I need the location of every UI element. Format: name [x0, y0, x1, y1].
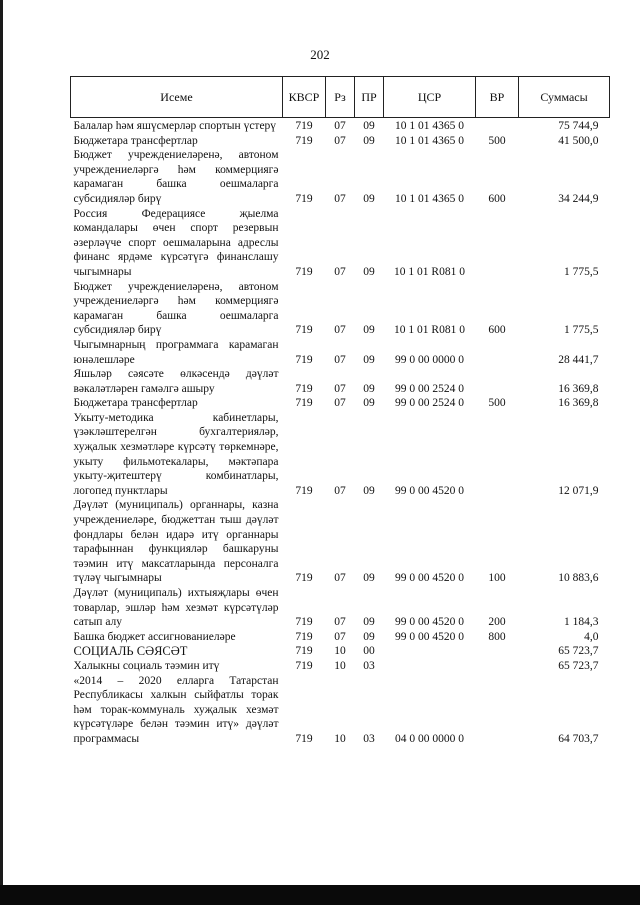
cell-pr: 03	[363, 732, 375, 745]
cell-sum: 1 775,5	[564, 324, 599, 337]
cell-rz: 10	[334, 732, 346, 745]
table-row	[71, 659, 610, 674]
cell-name: Бюджетара трансфертлар	[73, 397, 198, 410]
cell-name: Яшьләр сәясәте өлкәсендә дәүләт вәкаләтләрен гамәлгә ашыру	[73, 368, 279, 395]
cell-csr: 99 0 00 0000 0	[395, 353, 464, 366]
table-row	[71, 207, 610, 280]
cell-name: Бюджетара трансфертлар	[73, 134, 198, 147]
cell-sum: 65 723,7	[558, 645, 599, 658]
cell-vr: 800	[488, 630, 506, 643]
table-row	[71, 396, 610, 411]
table-row	[71, 498, 610, 586]
cell-pr: 09	[363, 616, 375, 629]
table-row	[71, 630, 610, 645]
cell-vr: 500	[488, 134, 506, 147]
cell-csr: 99 0 00 4520 0	[395, 616, 464, 629]
cell-sum: 10 883,6	[558, 572, 599, 585]
cell-pr: 09	[363, 134, 375, 147]
cell-sum: 34 244,9	[558, 192, 599, 205]
cell-name: «2014 – 2020 елларга Татарстан Республикасы халкын сыйфатлы торак һәм торак-коммуналь хуҗалык хезмәт күрсәтүләре белән тәэмин итү» дәүләт программасы	[73, 674, 279, 745]
cell-vr	[476, 644, 519, 659]
table-row	[71, 411, 610, 499]
cell-sum: 4,0	[584, 630, 599, 643]
table-row	[71, 586, 610, 630]
cell-sum: 64 703,7	[558, 732, 599, 745]
cell-csr: 99 0 00 4520 0	[395, 484, 464, 497]
cell-pr: 09	[363, 120, 375, 132]
cell-rz: 07	[334, 630, 346, 643]
cell-csr: 99 0 00 2524 0	[395, 382, 464, 395]
cell-csr: 10 1 01 4365 0	[395, 120, 464, 132]
cell-kvsr: 719	[295, 134, 313, 147]
cell-vr: 600	[488, 324, 506, 337]
cell-rz: 07	[334, 265, 346, 278]
cell-kvsr: 719	[295, 732, 313, 745]
table-body	[71, 118, 610, 747]
cell-kvsr: 719	[295, 572, 313, 585]
cell-rz: 07	[334, 572, 346, 585]
cell-sum: 12 071,9	[558, 484, 599, 497]
table-row	[71, 644, 610, 659]
table-row	[71, 367, 610, 396]
cell-rz: 07	[334, 192, 346, 205]
cell-name: Бюджет учреждениеләренә, автоном учреждениеләргә һәм коммерциягә карамаган башка оешмаларга субсидияләр бирү	[73, 149, 279, 205]
cell-csr: 99 0 00 4520 0	[395, 630, 464, 643]
cell-rz: 07	[334, 134, 346, 147]
cell-pr: 09	[363, 484, 375, 497]
budget-table	[70, 76, 610, 747]
cell-rz: 07	[334, 120, 346, 132]
cell-kvsr: 719	[295, 659, 313, 672]
header-name: Исеме	[71, 77, 283, 118]
header-sum: Суммасы	[519, 77, 610, 118]
cell-kvsr: 719	[295, 397, 313, 410]
cell-pr: 03	[363, 659, 375, 672]
scan-bottom-bar	[0, 885, 640, 905]
cell-csr	[384, 659, 476, 674]
cell-csr: 99 0 00 4520 0	[395, 572, 464, 585]
cell-pr: 09	[363, 397, 375, 410]
cell-rz: 07	[334, 616, 346, 629]
cell-vr: 100	[488, 572, 506, 585]
cell-vr	[476, 674, 519, 747]
cell-pr: 09	[363, 382, 375, 395]
cell-csr	[384, 644, 476, 659]
cell-kvsr: 719	[295, 265, 313, 278]
cell-name: СОЦИАЛЬ СӘЯСӘТ	[73, 644, 188, 659]
table-row	[71, 148, 610, 206]
header-csr: ЦСР	[384, 77, 476, 118]
table-row	[71, 118, 610, 134]
cell-csr: 10 1 01 R081 0	[394, 265, 465, 278]
table-row	[71, 674, 610, 747]
cell-name: Дәүләт (муниципаль) ихтыяҗлары өчен товарлар, эшләр һәм хезмәт күрсәтүләр сатып алу	[73, 587, 279, 629]
cell-csr: 10 1 01 4365 0	[395, 192, 464, 205]
cell-rz: 10	[334, 645, 346, 658]
header-vr: ВР	[476, 77, 519, 118]
cell-sum: 16 369,8	[558, 397, 599, 410]
cell-name: Балалар һәм яшүсмерләр спортын үстерү	[73, 120, 277, 132]
cell-name: Халыкны социаль тәэмин итү	[73, 659, 220, 672]
cell-kvsr: 719	[295, 120, 313, 132]
cell-vr	[476, 118, 519, 134]
cell-sum: 41 500,0	[558, 134, 599, 147]
cell-kvsr: 719	[295, 192, 313, 205]
cell-name: Дәүләт (муниципаль) органнары, казна учреждениеләре, бюджеттан тыш дәүләт фондлары белән идарә итү органнары тарафыннан функцияләр башкаруны тәэмин итү максатларында персоналга түләү чыгымнары	[73, 499, 279, 585]
cell-kvsr: 719	[295, 616, 313, 629]
cell-name: Россия Федерациясе җыелма командалары өчен спорт резервын әзерләүче спорт оешмаларына адреслы финанс ярдәме күрсәтүгә финанслашу чыгымнары	[73, 207, 279, 278]
cell-name: Башка бюджет ассигнованиеләре	[73, 630, 236, 643]
cell-vr: 600	[488, 192, 506, 205]
cell-kvsr: 719	[295, 484, 313, 497]
cell-pr: 09	[363, 630, 375, 643]
cell-rz: 07	[334, 324, 346, 337]
cell-vr	[476, 411, 519, 499]
cell-pr: 09	[363, 324, 375, 337]
cell-rz: 07	[334, 397, 346, 410]
cell-sum: 1 184,3	[564, 616, 599, 629]
cell-csr: 99 0 00 2524 0	[395, 397, 464, 410]
cell-kvsr: 719	[295, 630, 313, 643]
cell-sum: 1 775,5	[564, 265, 599, 278]
cell-vr: 200	[488, 616, 506, 629]
cell-sum: 16 369,8	[558, 382, 599, 395]
cell-pr: 09	[363, 192, 375, 205]
cell-csr: 04 0 00 0000 0	[395, 732, 464, 745]
cell-rz: 07	[334, 484, 346, 497]
table-row	[71, 338, 610, 367]
cell-pr: 09	[363, 265, 375, 278]
table-row	[71, 280, 610, 338]
header-kvsr: КВСР	[283, 77, 326, 118]
cell-kvsr: 719	[295, 382, 313, 395]
cell-name: Укыту-методика кабинетлары, үзәкләштерелгән бухгалтерияләр, хуҗалык хезмәтләре күрсәтү төркемнәре, укыту фильмотекалары, мәктәпара укыту-җитештерү комбинатлары, логопед пунктлары	[73, 411, 279, 497]
cell-vr	[476, 659, 519, 674]
cell-pr: 00	[363, 645, 375, 658]
header-rz: Рз	[326, 77, 355, 118]
cell-vr	[476, 367, 519, 396]
cell-vr	[476, 338, 519, 367]
page-number: 202	[310, 47, 330, 62]
cell-pr: 09	[363, 353, 375, 366]
scan-left-edge	[0, 0, 3, 885]
cell-kvsr: 719	[295, 645, 313, 658]
cell-rz: 07	[334, 353, 346, 366]
cell-name: Бюджет учреждениеләренә, автоном учреждениеләргә һәм коммерциягә карамаган башка оешмаларга субсидияләр бирү	[73, 280, 279, 337]
cell-vr	[476, 207, 519, 280]
cell-sum: 28 441,7	[558, 353, 599, 366]
table-header	[71, 77, 610, 118]
cell-kvsr: 719	[295, 353, 313, 366]
cell-csr: 10 1 01 4365 0	[395, 134, 464, 147]
cell-pr: 09	[363, 572, 375, 585]
cell-csr: 10 1 01 R081 0	[394, 324, 465, 337]
cell-kvsr: 719	[295, 324, 313, 337]
cell-name: Чыгымнарның программага карамаган юнәлешләре	[73, 338, 279, 366]
cell-sum: 75 744,9	[558, 120, 599, 132]
cell-vr: 500	[488, 397, 506, 410]
cell-sum: 65 723,7	[558, 659, 599, 672]
table-row	[71, 134, 610, 149]
cell-rz: 10	[334, 659, 346, 672]
cell-rz: 07	[334, 382, 346, 395]
header-pr: ПР	[355, 77, 384, 118]
